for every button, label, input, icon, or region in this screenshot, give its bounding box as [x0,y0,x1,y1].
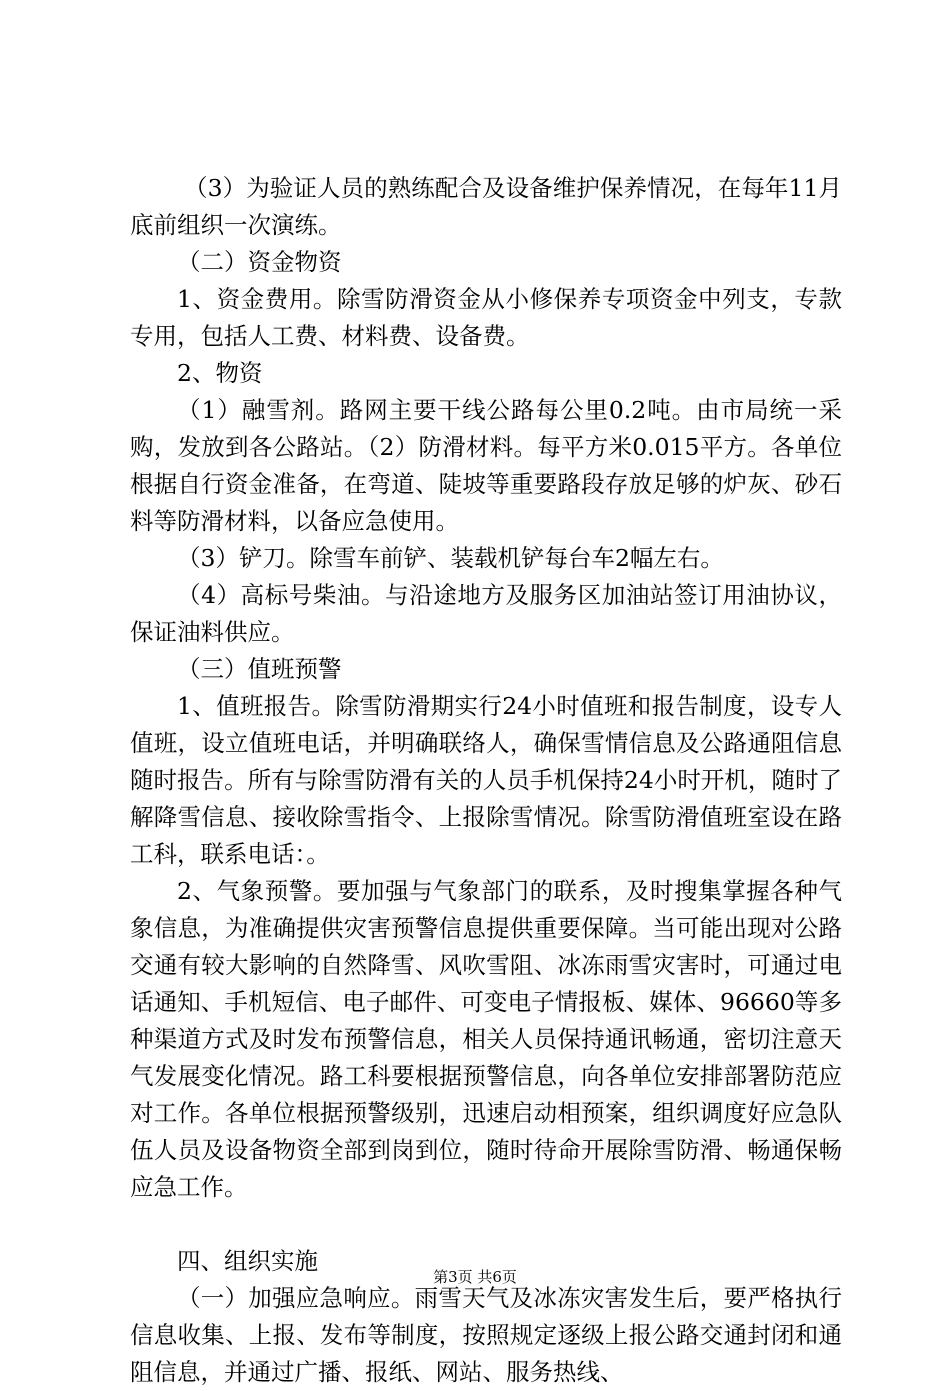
heading-funds-materials: （二）资金物资 [177,248,342,276]
paragraph-duty-report: 1、值班报告。除雪防滑期实行24小时值班和报告制度，设专人值班，设立值班电话，并明确联络人，确保雪情信息及公路通阻信息随时报告。所有与除雪防滑有关的人员手机保持24小时开机，随时了解降雪信息、接收除雪指令、上报除雪情况。除雪防滑值班室设在路工科，联系电话：。 [130,692,842,868]
paragraph-snow-melting-agent: （1）融雪剂。路网主要干线公路每公里0.2吨。由市局统一采购，发放到各公路站。（2）防滑材料。每平方米0.015平方。各单位根据自行资金准备，在弯道、陡坡等重要路段存放足够的炉灰、砂石料等防滑材料，以备应急使用。 [130,396,842,535]
paragraph-diesel: （4）高标号柴油。与沿途地方及服务区加油站签订用油协议，保证油料供应。 [130,581,842,646]
document-body [130,170,842,1391]
page-footer [0,1267,950,1287]
page-number: 第3页 [433,1268,473,1286]
paragraph-shovel: （3）铲刀。除雪车前铲、装载机铲每台车2幅左右。 [177,544,724,572]
paragraph-weather-warning: 2、气象预警。要加强与气象部门的联系，及时搜集掌握各种气象信息，为准确提供灾害预警信息提供重要保障。当可能出现对公路交通有较大影响的自然降雪、风吹雪阻、冰冻雨雪灾害时，可通过电话通知、手机短信、电子邮件、可变电子情报板、媒体、96660等多种渠道方式及时发布预警信息，相关人员保持通讯畅通，密切注意天气发展变化情况。路工科要根据预警信息，向各单位安排部署防范应对工作。各单位根据预警级别，迅速启动相预案，组织调度好应急队伍人员及设备物资全部到岗到位，随时待命开展除雪防滑、畅通保畅应急工作。 [130,877,842,1201]
heading-duty-warning: （三）值班预警 [177,655,342,683]
page-total: 共6页 [477,1268,517,1286]
paragraph-drill: （3）为验证人员的熟练配合及设备维护保养情况，在每年11月底前组织一次演练。 [130,174,842,239]
paragraph-funds: 1、资金费用。除雪防滑资金从小修保养专项资金中列支，专款专用，包括人工费、材料费、设备费。 [130,285,842,350]
paragraph-emergency-response: （一）加强应急响应。雨雪天气及冰冻灾害发生后，要严格执行信息收集、上报、发布等制度，按照规定逐级上报公路交通封闭和通阻信息，并通过广播、报纸、网站、服务热线、 [130,1284,842,1386]
heading-materials: 2、物资 [177,359,263,387]
heading-implementation: 四、组织实施 [177,1247,318,1275]
